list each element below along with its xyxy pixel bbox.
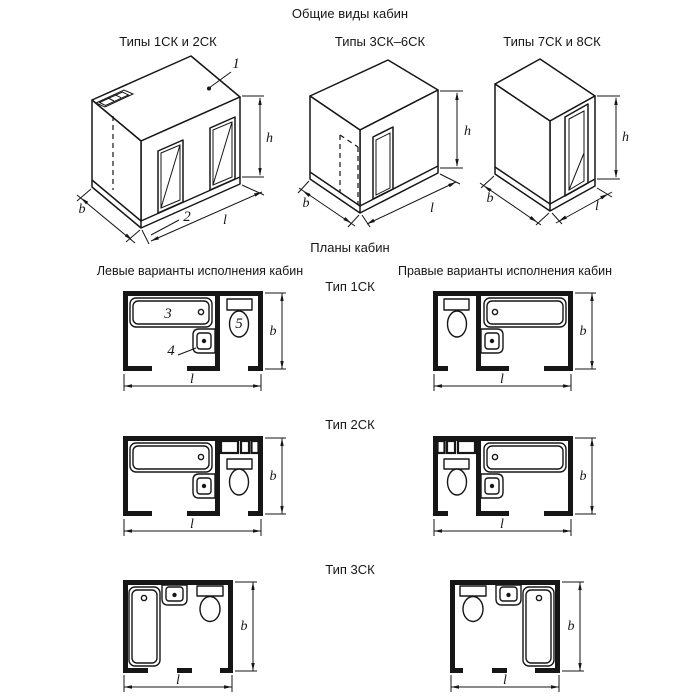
dimension-b — [575, 293, 596, 369]
dimension-b — [265, 438, 286, 514]
dim-label-b: b — [567, 619, 575, 634]
iso-view-2-label: Типы 3СК–6СК — [334, 34, 426, 49]
dimension-h — [597, 96, 629, 179]
washbasin — [481, 474, 503, 498]
plan-type-3-label: Тип 3СК — [325, 562, 375, 577]
dim-label-h: h — [266, 131, 273, 146]
dim-label-l: l — [176, 673, 180, 688]
dim-label-b: b — [240, 619, 248, 634]
dim-label-h: h — [622, 130, 629, 145]
plan-2sk-right — [410, 430, 605, 542]
dim-label-b: b — [579, 324, 587, 339]
dim-label-l: l — [190, 372, 194, 387]
dimension-b — [562, 582, 584, 671]
dim-label-l: l — [595, 199, 599, 214]
washbasin — [167, 329, 215, 359]
dim-label-b: b — [78, 202, 86, 217]
toilet — [460, 586, 486, 622]
plan-type-2-label: Тип 2СК — [325, 417, 375, 432]
plan-type-1-label: Тип 1СК — [325, 279, 375, 294]
dimension-b — [575, 438, 596, 514]
washbasin — [193, 474, 215, 498]
callout-2-number: 2 — [183, 209, 191, 225]
plan-3sk-right — [420, 570, 595, 700]
dim-label-b: b — [269, 324, 277, 339]
dim-label-b: b — [579, 469, 587, 484]
cabin-box — [310, 60, 438, 206]
washbasin — [496, 585, 521, 605]
dimension-b — [235, 582, 257, 671]
plan-2sk-left — [100, 430, 295, 542]
dimension-h — [440, 91, 471, 168]
dimension-l — [451, 673, 559, 692]
dim-label-l: l — [430, 201, 434, 216]
dimension-h — [242, 96, 273, 177]
iso-view-3-label: Типы 7СК и 8СК — [503, 34, 601, 49]
cabin-box — [495, 59, 595, 204]
dim-label-b: b — [302, 196, 310, 211]
dimension-l — [124, 372, 261, 391]
iso-view-2 — [285, 55, 480, 230]
dim-label-l: l — [500, 372, 504, 387]
plan-3sk-left — [105, 570, 280, 700]
right-variants-label: Правые варианты исполнения кабин — [397, 264, 613, 278]
toilet — [444, 459, 469, 495]
main-title: Общие виды кабин — [291, 6, 409, 21]
iso-view-3 — [468, 55, 653, 230]
toilet — [197, 586, 223, 622]
plan-1sk-right — [410, 285, 605, 397]
dim-label-l: l — [500, 517, 504, 532]
bathtub — [130, 443, 212, 472]
toilet — [227, 459, 252, 495]
toilet — [444, 299, 469, 337]
plan-1sk-left — [100, 285, 295, 397]
dimension-l — [124, 517, 261, 536]
washbasin — [481, 329, 503, 353]
callout-1-number: 1 — [232, 56, 240, 72]
bathtub — [484, 443, 566, 472]
dim-label-b: b — [269, 469, 277, 484]
bathtub — [523, 587, 554, 666]
cabin-box — [92, 56, 240, 221]
bathtub — [129, 587, 160, 666]
dim-label-b: b — [486, 191, 494, 206]
dimension-l — [434, 372, 571, 391]
washbasin — [162, 585, 187, 605]
plans-title: Планы кабин — [310, 240, 390, 255]
dimension-l — [124, 673, 232, 692]
bathtub — [130, 298, 212, 327]
dim-label-l: l — [503, 673, 507, 688]
dimension-l — [434, 517, 571, 536]
dimension-b — [265, 293, 286, 369]
toilet — [227, 299, 252, 337]
dim-label-h: h — [464, 124, 471, 139]
vent-unit — [438, 441, 476, 453]
vent-unit — [221, 441, 259, 453]
callout-5-number: 5 — [235, 316, 243, 332]
dim-label-l: l — [190, 517, 194, 532]
callout-4-number: 4 — [167, 343, 175, 359]
iso-view-1 — [55, 50, 285, 250]
callout-3-number: 3 — [164, 306, 172, 322]
dim-label-l: l — [223, 213, 227, 228]
iso-view-1-label: Типы 1СК и 2СК — [119, 34, 217, 49]
bathtub — [484, 298, 566, 327]
left-variants-label: Левые варианты исполнения кабин — [96, 264, 304, 278]
